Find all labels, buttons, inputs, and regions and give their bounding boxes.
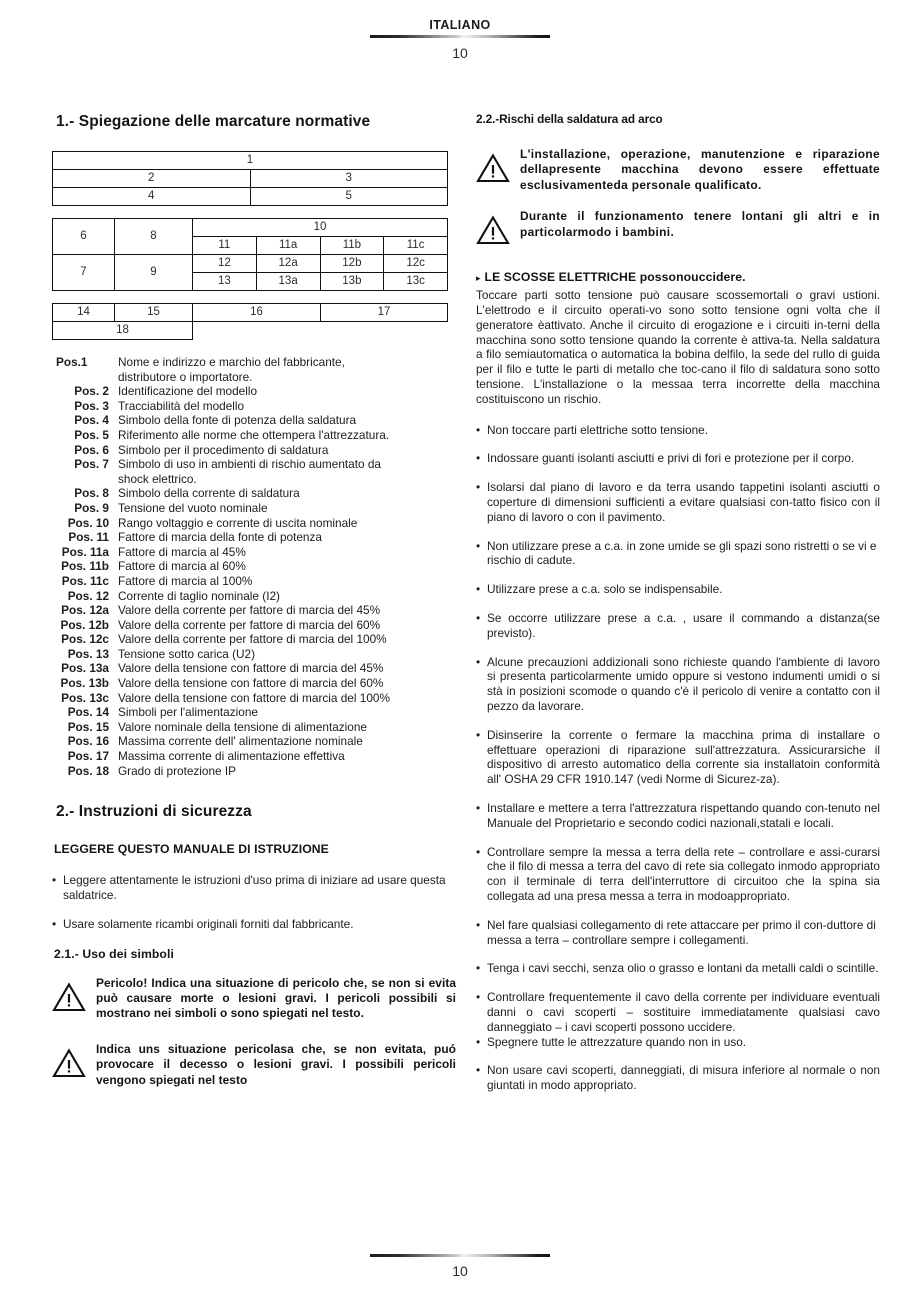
list-item: [52, 559, 456, 574]
pos-key: Pos. 3: [74, 398, 109, 413]
warning-triangle-icon: [52, 1042, 96, 1078]
bullet-text: Controllare sempre la messa a terra della rete – controllare e assi-curarsi che il filo di messa a terra del cavo di rete sia collegato inmodo appropriato con il terminale di terra dell'interruttore di circuitoo che la spina sia collegata ad una presa messa a terra in modoappropriato.: [487, 844, 880, 903]
pos-key: Pos. 15: [67, 719, 109, 734]
footer-divider: [370, 1254, 550, 1257]
pos-value: Valore della corrente per fattore di marcia del 60%: [118, 617, 381, 632]
list-item: [476, 480, 880, 524]
pos-key: Pos. 4: [74, 413, 109, 428]
cell-11: 11: [193, 237, 257, 255]
subsection-2-1-heading: 2.1.- Uso dei simboli: [54, 946, 174, 961]
bullet-icon: •: [476, 582, 481, 597]
bullet-text: Tenga i cavi secchi, senza olio o grasso e lontani da metalli caldi o scintille.: [487, 961, 879, 976]
pos-value: Tensione del vuoto nominale: [118, 500, 268, 515]
list-item: [52, 516, 456, 531]
cell-13a: 13a: [256, 273, 320, 291]
pos-key: Pos. 5: [74, 427, 109, 442]
cell-12a: 12a: [256, 255, 320, 273]
cell-11a: 11a: [256, 237, 320, 255]
pos-key: Pos. 13c: [61, 690, 109, 705]
marking-table-3: [52, 303, 448, 340]
cell-13b: 13b: [320, 273, 384, 291]
list-item: [52, 720, 456, 735]
list-item: [52, 632, 456, 647]
bullet-icon: •: [476, 800, 481, 815]
table-row: [53, 170, 448, 188]
warning-block: [52, 1042, 456, 1088]
bullet-text: Disinserire la corrente o fermare la macchina prima di installare o effettuare operazioni di riparazione sull'attrezzatura. Assicurarsiche il dispositivo di arresto automatico della corrente sia installatoin conformità all' OSHA 29 CFR 1910.147 (vedi Norme di Sicurez-za).: [487, 727, 880, 787]
cell-7: 7: [53, 255, 115, 291]
list-item: [52, 705, 456, 720]
marking-table-2: [52, 218, 448, 291]
pos-value: Simbolo per il procedimento di saldatura: [118, 442, 329, 457]
pos-key: Pos. 17: [67, 749, 109, 764]
cell-5: 5: [250, 188, 448, 206]
pos-value: Valore nominale della tensione di alimentazione: [118, 719, 367, 734]
list-item: [52, 647, 456, 662]
warning-text: L'installazione, operazione, manutenzione e riparazione dellapresente macchina devono essere effettuate esclusivamenteda personale qualificato.: [520, 147, 880, 192]
pos-key: Pos. 2: [74, 384, 109, 399]
cell-8: 8: [115, 219, 193, 255]
bullet-text: Leggere attentamente le istruzioni d'uso prima di iniziare ad usare questa saldatrice.: [63, 873, 446, 903]
warning-text: Indica uns situazione pericolasa che, se non evitata, puó provocare il decesso o lesioni gravi. I possibili pericoli vengono spiegati nel testo: [96, 1041, 456, 1087]
cell-6: 6: [53, 219, 115, 255]
bullet-icon: •: [476, 654, 481, 669]
pos-key: Pos. 11a: [61, 544, 109, 559]
arrow-right-icon: ▸: [476, 273, 481, 284]
cell-2: 2: [53, 170, 251, 188]
list-item: [476, 728, 880, 787]
bullet-text: Utilizzare prese a c.a. solo se indispensabile.: [487, 582, 723, 597]
read-manual-heading: LEGGERE QUESTO MANUALE DI ISTRUZIONE: [54, 842, 329, 857]
section-2-heading: 2.- Instruzioni di sicurezza: [56, 803, 252, 821]
list-item: [52, 917, 456, 932]
list-item: [52, 443, 456, 458]
pos-key: Pos. 12a: [61, 603, 109, 618]
pos-value: Nome e indirizzo e marchio del fabbricante, distributore o importatore.: [118, 355, 345, 384]
section-1-heading: 1.- Spiegazione delle marcature normative: [56, 113, 371, 130]
list-item: [476, 1035, 880, 1050]
list-item: [476, 801, 880, 831]
page-footer: [0, 1251, 920, 1279]
bullet-icon: •: [476, 480, 481, 495]
cell-15: 15: [115, 304, 193, 322]
list-item: [52, 399, 456, 414]
cell-17: 17: [321, 304, 448, 322]
pos-key: Pos. 11b: [61, 559, 109, 574]
list-item: [476, 961, 880, 976]
cell-9: 9: [115, 255, 193, 291]
bullet-icon: •: [476, 917, 481, 932]
pos-key: Pos.1: [56, 355, 88, 369]
bullet-text: Installare e mettere a terra l'attrezzatura rispettando quando con-tenuto nel Manuale del Proprietario e secondo codici nazionali,statali e locali.: [487, 800, 880, 830]
pos-value: Valore della tensione con fattore di marcia del 45%: [118, 661, 384, 676]
list-item: [52, 384, 456, 399]
bullet-icon: •: [476, 961, 481, 976]
list-item: [52, 764, 456, 779]
bullet-text: Spegnere tutte le attrezzature quando non in uso.: [487, 1034, 747, 1049]
list-item: [52, 501, 456, 516]
cell-11c: 11c: [384, 237, 448, 255]
warning-triangle-icon: [476, 209, 520, 245]
bullet-text: Non usare cavi scoperti, danneggiati, di misura inferiore al normale o non giuntati in modo appropriato.: [487, 1063, 880, 1093]
bullet-text: Controllare frequentemente il cavo della corrente per individuare eventuali danni o cavi scoperti – sostituire immediatamente qualsiasi cavo danneggiato – i cavi scoperti possono uccidere.: [487, 990, 880, 1034]
pos-key: Pos. 6: [74, 442, 109, 457]
pos-value: Valore della corrente per fattore di marcia del 100%: [118, 632, 387, 647]
pos-key: Pos. 14: [67, 705, 109, 720]
bullet-text: Non utilizzare prese a c.a. in zone umide se gli spazi sono ristretti o se vi e rischio di cadute.: [487, 538, 877, 568]
right-column: [476, 112, 880, 1093]
list-item: [476, 539, 880, 569]
warning-triangle-icon: [476, 147, 520, 183]
bullet-icon: •: [476, 538, 481, 553]
bullet-icon: •: [476, 1063, 481, 1078]
footer-page-number: 10: [452, 1263, 468, 1279]
electric-shock-paragraph: Toccare parti sotto tensione può causare scossemortali o gravi ustioni. L'elettrodo e il circuito operati-vo sono sotto tensione ogni volta che il generatore èattivato. Anche il circuito di erogazione e i circuiti in-terni della macchina sono sotto tensione quando la corrente è attiva-ta. Nella saldatura a filo semiautomatica o automatica la bobina delfilo, la sede del rullo di guida per il filo e tutte le parti di metallo che toc-cano il filo di saldatura sono sotto tensione. L'installazione o la messaa terra incorrette della macchina costituiscono un rischio.: [476, 288, 880, 406]
pos-value: Valore della tensione con fattore di marcia del 60%: [118, 676, 384, 691]
bullet-icon: •: [476, 610, 481, 625]
list-item: [476, 423, 880, 438]
pos-key: Pos. 18: [67, 763, 109, 778]
list-item: [476, 1063, 880, 1093]
warning-block: [476, 147, 880, 193]
pos-value: Valore della corrente per fattore di marcia del 45%: [118, 603, 381, 618]
list-item: [52, 873, 456, 903]
list-item: [52, 486, 456, 501]
bullet-icon: •: [52, 873, 57, 888]
table-row: [53, 188, 448, 206]
header-divider: [370, 35, 550, 38]
list-item: [52, 457, 456, 486]
list-item: [476, 990, 880, 1034]
bullet-icon: •: [52, 916, 57, 931]
cell-3: 3: [250, 170, 448, 188]
pos-value: Massima corrente dell' alimentazione nominale: [118, 734, 363, 749]
cell-12c: 12c: [384, 255, 448, 273]
bullet-text: Alcune precauzioni addizionali sono richieste quando l'ambiente di lavoro si presenta particolarmente umido oppure si vestono indumenti umidi o si stà in posizioni scomode o quando c'è il pericolo di venire a contatto con il pezzo da lavorare.: [487, 654, 880, 713]
bullet-text: Indossare guanti isolanti asciutti e privi di fori e protezione per il corpo.: [487, 451, 855, 466]
pos-value: Massima corrente di alimentazione effettiva: [118, 749, 345, 764]
list-item: [52, 691, 456, 706]
pos-value: Tracciabilità del modello: [118, 398, 245, 413]
pos-value: Fattore di marcia al 100%: [118, 573, 253, 588]
bullet-icon: •: [476, 451, 481, 466]
pos-value: Valore della tensione con fattore di marcia del 100%: [118, 690, 390, 705]
table-row: [53, 304, 448, 322]
pos-key: Pos. 11: [68, 530, 109, 545]
list-item: [476, 918, 880, 948]
warning-text: Pericolo! Indica una situazione di pericolo che, se non si evita può causare morte o lesioni gravi. I pericoli possibili si mostrano nei simboli o sono spiegati nel testo.: [96, 975, 456, 1021]
list-item: [476, 655, 880, 714]
pos-key: Pos. 16: [67, 734, 109, 749]
pos-value: Rango voltaggio e corrente di uscita nominale: [118, 515, 358, 530]
bullet-icon: •: [476, 727, 481, 742]
cell-10-group: 10: [193, 219, 448, 237]
bullet-text: Non toccare parti elettriche sotto tensione.: [487, 422, 708, 437]
table-row: [53, 219, 448, 237]
pos-value: Fattore di marcia al 45%: [118, 544, 246, 559]
list-item: [52, 734, 456, 749]
cell-12: 12: [193, 255, 257, 273]
bullet-icon: •: [476, 844, 481, 859]
pos-key: Pos. 8: [74, 486, 109, 501]
page-title: ITALIANO: [429, 18, 491, 32]
pos-key: Pos. 12: [67, 588, 109, 603]
cell-16: 16: [193, 304, 321, 322]
cell-13: 13: [193, 273, 257, 291]
pos-key: Pos. 13: [67, 646, 109, 661]
list-item: [52, 618, 456, 633]
pos-key: Pos. 11c: [61, 573, 109, 588]
cell-12b: 12b: [320, 255, 384, 273]
cell-11b: 11b: [320, 237, 384, 255]
pos-key: Pos. 12c: [61, 632, 109, 647]
list-item: [52, 574, 456, 589]
bullet-icon: •: [476, 422, 481, 437]
list-item: [52, 413, 456, 428]
list-item: [476, 451, 880, 466]
left-column: [52, 112, 456, 1088]
cell-14: 14: [53, 304, 115, 322]
pos-value: Fattore di marcia della fonte di potenza: [118, 530, 322, 545]
list-item: [52, 603, 456, 618]
page-header: [0, 18, 920, 61]
list-item: [52, 749, 456, 764]
pos-key: Pos. 10: [67, 515, 109, 530]
table-row: [53, 255, 448, 273]
bullet-text: Nel fare qualsiasi collegamento di rete attaccare per primo il con-duttore di messa a terra – controllare sempre i collegamenti.: [487, 917, 876, 947]
pos-value: Simbolo della corrente di saldatura: [118, 486, 300, 501]
electric-shock-heading-text: LE SCOSSE ELETTRICHE possonouccidere.: [484, 270, 746, 285]
list-item: [52, 676, 456, 691]
list-item: [476, 845, 880, 904]
warning-block: [52, 976, 456, 1022]
pos-value: Riferimento alle norme che ottempera l'attrezzatura.: [118, 427, 390, 442]
table-row: [53, 322, 448, 340]
bullet-text: Se occorre utilizzare prese a c.a. , usare il commando a distanza(se previsto).: [487, 610, 880, 640]
pos-key: Pos. 12b: [60, 617, 109, 632]
header-page-number: 10: [452, 45, 468, 61]
cell-18: 18: [53, 322, 193, 340]
pos-key: Pos. 13a: [61, 661, 109, 676]
cell-1: 1: [53, 152, 448, 170]
position-legend-list: [52, 355, 456, 778]
pos-key: Pos. 9: [74, 500, 109, 515]
pos-key: Pos. 13b: [60, 676, 109, 691]
list-item: [52, 589, 456, 604]
subsection-2-2-heading: 2.2.-Rischi della saldatura ad arco: [476, 112, 663, 126]
pos-value: Tensione sotto carica (U2): [118, 646, 256, 661]
bullet-icon: •: [476, 1034, 481, 1049]
pos-value: Fattore di marcia al 60%: [118, 559, 246, 574]
cell-empty: [193, 322, 448, 340]
pos-value: Grado di protezione IP: [118, 763, 237, 778]
list-item: [52, 355, 456, 384]
warning-block: [476, 209, 880, 245]
list-item: [52, 661, 456, 676]
list-item: [476, 611, 880, 641]
list-item: [52, 545, 456, 560]
list-item: [52, 428, 456, 443]
pos-value: Simbolo di uso in ambienti di rischio aumentato da shock elettrico.: [118, 457, 381, 486]
bullet-text: Usare solamente ricambi originali forniti dal fabbricante.: [63, 916, 354, 931]
pos-value: Simbolo della fonte di potenza della saldatura: [118, 413, 357, 428]
cell-13c: 13c: [384, 273, 448, 291]
warning-triangle-icon: [52, 976, 96, 1012]
pos-value: Identificazione del modello: [118, 384, 258, 399]
list-item: [476, 582, 880, 597]
marking-table-1: [52, 151, 448, 206]
list-item: [52, 530, 456, 545]
warning-text: Durante il funzionamento tenere lontani gli altri e in particolarmodo i bambini.: [520, 209, 880, 239]
bullet-icon: •: [476, 990, 481, 1005]
cell-4: 4: [53, 188, 251, 206]
bullet-text: Isolarsi dal piano di lavoro e da terra usando tappetini isolanti asciutti o coperture di dimensioni sufficienti a evitare qualsiasi con-tatto fisico con il piano di lavoro o con il pavimento.: [487, 480, 880, 524]
electric-shock-heading: [476, 269, 880, 286]
pos-key: Pos. 7: [74, 457, 109, 472]
pos-value: Simboli per l'alimentazione: [118, 705, 258, 720]
table-row: [53, 152, 448, 170]
pos-value: Corrente di taglio nominale (I2): [118, 588, 280, 603]
